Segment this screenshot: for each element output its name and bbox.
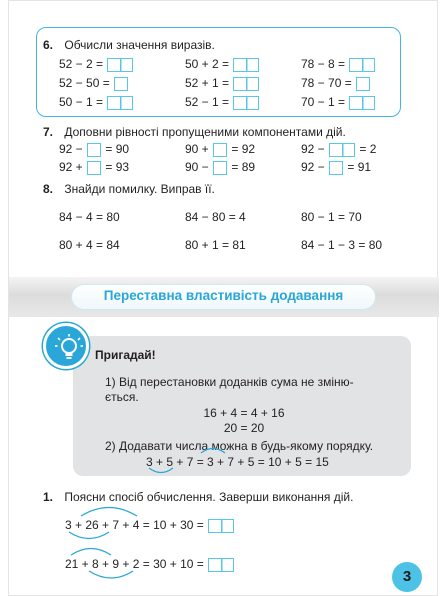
- task6-title: Обчисли значення виразів.: [64, 38, 215, 52]
- task6-number: 6.: [43, 38, 54, 52]
- section-title: Переставна властивість додавання: [103, 288, 344, 303]
- task7-expr: 92 − = 91: [301, 160, 372, 174]
- task1-expr1: 3 + 26 + 7 + 4 = 10 + 30 =: [65, 518, 235, 533]
- answer-box[interactable]: [213, 143, 227, 157]
- task7-expr: 92 − = 90: [59, 142, 130, 156]
- remember-heading: Пригадай!: [95, 348, 156, 362]
- remember-eq2: 20 = 20: [223, 421, 265, 435]
- task7: [43, 125, 346, 139]
- answer-box[interactable]: [208, 519, 234, 533]
- answer-box[interactable]: [356, 77, 370, 91]
- task7-expr: 92 + = 93: [59, 160, 130, 174]
- task6-expr: 78 − 70 =: [301, 76, 371, 91]
- task8-expr: 80 − 1 = 70: [301, 210, 362, 224]
- arc-expr2-under-8-2: [89, 571, 133, 578]
- arc-expr2-over-21-9: [71, 549, 111, 556]
- task1-number: 1.: [43, 490, 54, 504]
- answer-box[interactable]: [107, 96, 133, 110]
- task1-title: Поясни спосіб обчислення. Заверши виконання дій.: [64, 490, 354, 504]
- arc-expr1-under-3-7: [69, 532, 109, 539]
- task8-expr: 84 − 80 = 4: [185, 210, 246, 224]
- task7-title: Доповни рівності пропущеними компонентами дій.: [64, 125, 346, 139]
- answer-box[interactable]: [329, 161, 343, 175]
- task1: [43, 490, 353, 504]
- arc-expr1-over-26-4: [81, 508, 137, 517]
- remember-eq3: 3 + 5 + 7 = 3 + 7 + 5 = 10 + 5 = 15: [146, 455, 329, 469]
- textbook-page: [8, 0, 438, 596]
- task8-number: 8.: [43, 182, 54, 196]
- task7-expr: 90 + = 92: [185, 142, 256, 156]
- task6-expr: 52 − 1 =: [185, 95, 260, 110]
- answer-box[interactable]: [349, 96, 375, 110]
- task8: [43, 182, 215, 196]
- page-number-badge: 3: [392, 562, 422, 592]
- answer-box[interactable]: [233, 96, 259, 110]
- task6-expr: 52 + 1 =: [185, 76, 260, 91]
- answer-box[interactable]: [329, 143, 355, 157]
- task6-expr: 50 − 1 =: [59, 95, 134, 110]
- task7-number: 7.: [43, 125, 54, 139]
- answer-box[interactable]: [233, 58, 259, 72]
- answer-box[interactable]: [349, 58, 375, 72]
- answer-box[interactable]: [107, 58, 133, 72]
- remember-rule2: 2) Додавати числа можна в будь-якому порядку.: [105, 439, 374, 453]
- answer-box[interactable]: [213, 161, 227, 175]
- answer-box[interactable]: [208, 558, 234, 572]
- task7-expr: 90 − = 89: [185, 160, 256, 174]
- remember-rule1: 1) Від перестановки доданків сума не зміню-: [105, 375, 354, 389]
- task1-expr2: 21 + 8 + 9 + 2 = 30 + 10 =: [65, 557, 235, 572]
- task6-expr: 52 − 2 =: [59, 57, 134, 72]
- remember-eq1: 16 + 4 = 4 + 16: [203, 406, 285, 420]
- task6-expr: 50 + 2 =: [185, 57, 260, 72]
- task6-expr: 70 − 1 =: [301, 95, 376, 110]
- answer-box[interactable]: [233, 77, 259, 91]
- task8-title: Знайди помилку. Виправ її.: [64, 182, 215, 196]
- task6-expr: 52 − 50 =: [59, 76, 129, 91]
- lightbulb-icon: [43, 323, 89, 369]
- task8-expr: 84 − 4 = 80: [59, 210, 120, 224]
- task8-expr: 84 − 1 − 3 = 80: [301, 238, 383, 252]
- task8-expr: 80 + 1 = 81: [185, 238, 246, 252]
- answer-box[interactable]: [87, 161, 101, 175]
- task8-expr: 80 + 4 = 84: [59, 238, 120, 252]
- task7-expr: 92 − = 2: [301, 142, 377, 156]
- remember-rule1-cont: ється.: [105, 390, 139, 404]
- answer-box[interactable]: [114, 77, 128, 91]
- answer-box[interactable]: [87, 143, 101, 157]
- task6: [43, 38, 215, 52]
- task6-expr: 78 − 8 =: [301, 57, 376, 72]
